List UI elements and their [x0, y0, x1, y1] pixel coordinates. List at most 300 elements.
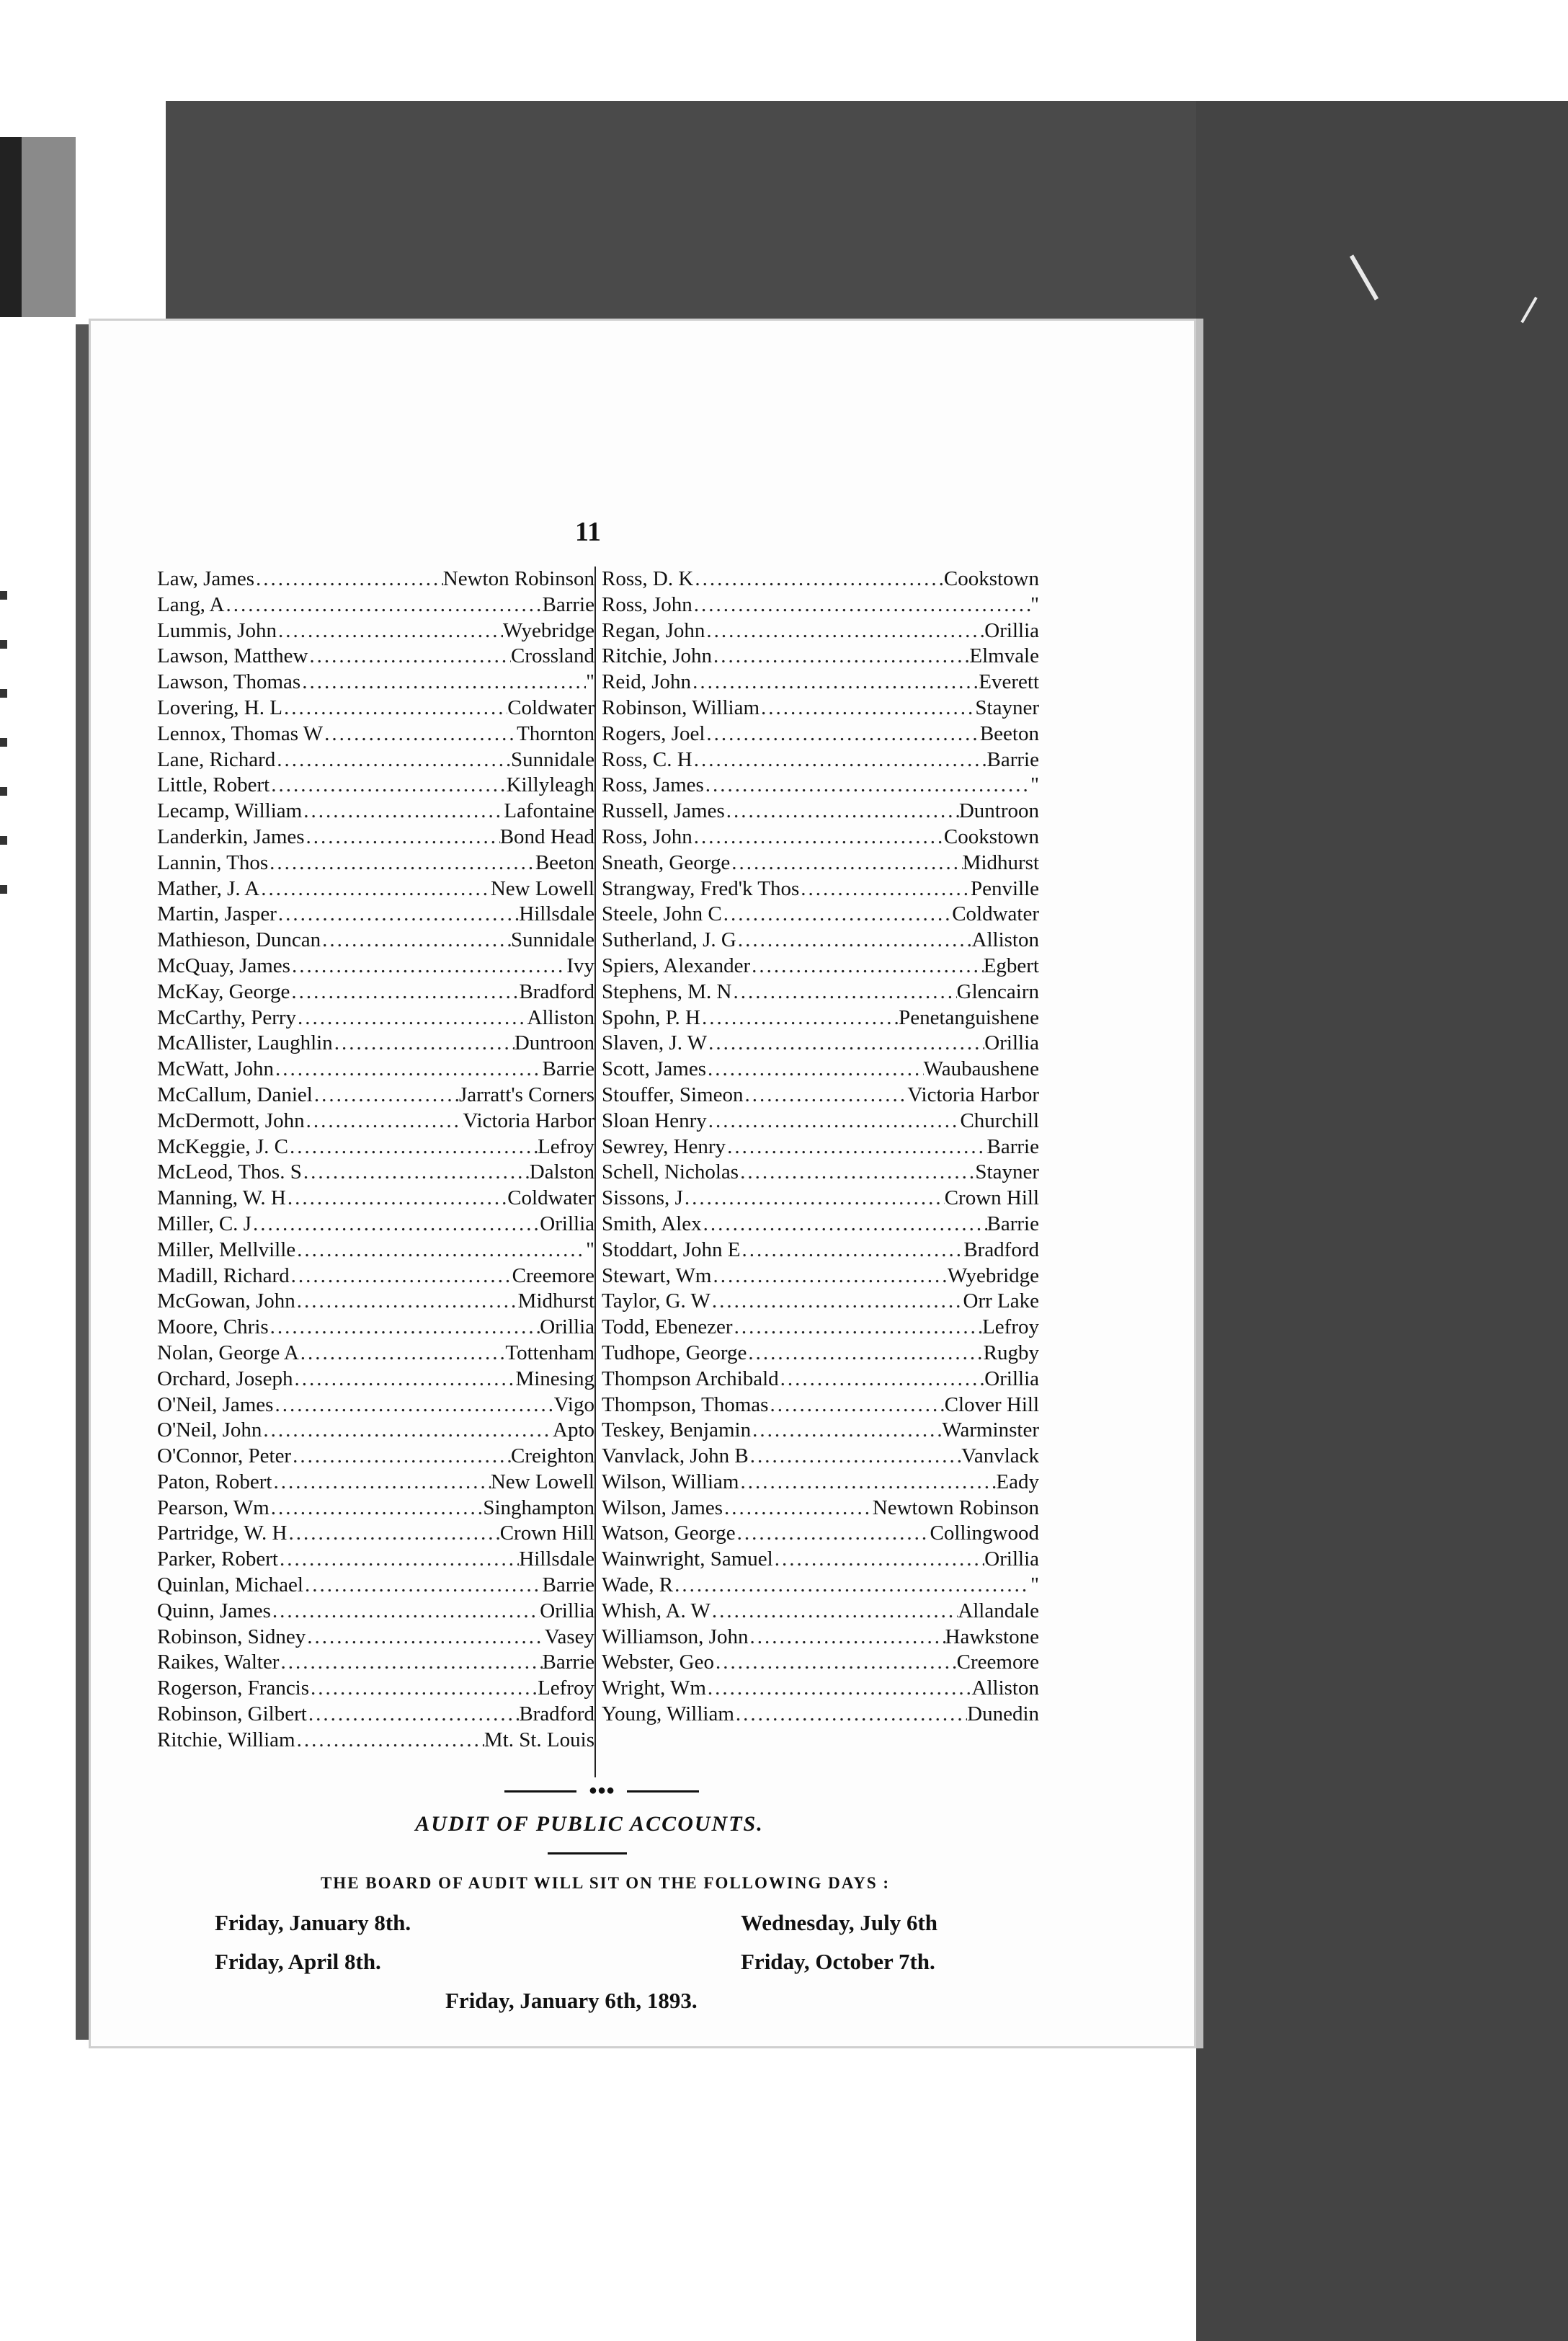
spine-gray-edge: [22, 137, 76, 317]
entry-place: Victoria Harbor: [907, 1083, 1039, 1106]
dot-leader: [309, 1676, 538, 1702]
entry-name: Russell, James: [602, 799, 725, 823]
list-item: [157, 1573, 594, 1599]
entry-place: Churchill: [960, 1109, 1039, 1132]
entry-name: Webster, Geo: [602, 1651, 714, 1674]
dot-leader: [743, 1083, 907, 1109]
list-item: [602, 902, 1039, 928]
entry-place: Beeton: [979, 721, 1039, 745]
entry-place: Collingwood: [930, 1522, 1039, 1545]
entry-name: Manning, W. H: [157, 1186, 286, 1210]
entry-place: New Lowell: [490, 876, 594, 900]
dot-leader: [750, 954, 984, 980]
entry-name: Sissons, J: [602, 1186, 683, 1210]
dot-leader: [722, 902, 952, 928]
entry-name: Lawson, Matthew: [157, 644, 308, 668]
audit-heading: AUDIT OF PUBLIC ACCOUNTS.: [415, 1812, 764, 1836]
entry-name: Scott, James: [602, 1057, 706, 1081]
dot-leader: [321, 928, 511, 954]
list-item: [157, 592, 594, 618]
list-item: [602, 1599, 1039, 1625]
dot-leader: [278, 1547, 519, 1573]
entry-name: Sewrey, Henry: [602, 1134, 726, 1158]
entry-name: Paton, Robert: [157, 1470, 272, 1493]
entry-place: Orillia: [540, 1599, 594, 1622]
dot-leader: [302, 1160, 530, 1186]
entry-name: Ross, John: [602, 825, 692, 848]
dot-leader: [673, 1573, 1030, 1599]
entry-name: Lennox, Thomas W: [157, 721, 324, 745]
entry-place: Sunnidale: [511, 928, 594, 952]
list-item: [157, 1470, 594, 1496]
entry-name: O'Neil, John: [157, 1418, 262, 1442]
entry-place: Duntroon: [514, 1031, 594, 1055]
dot-leader: [733, 1315, 983, 1341]
list-item: [602, 1005, 1039, 1031]
entry-place: ": [586, 1238, 594, 1261]
audit-date: Friday, April 8th.: [215, 1949, 381, 1974]
entry-place: Vasey: [544, 1625, 594, 1648]
entry-name: Wright, Wm: [602, 1676, 706, 1700]
entry-name: Wilson, William: [602, 1470, 739, 1493]
list-item: [157, 670, 594, 696]
entry-place: Midhurst: [517, 1289, 594, 1313]
list-item: [602, 1521, 1039, 1547]
dot-leader: [287, 1521, 499, 1547]
list-item: [157, 1676, 594, 1702]
list-item: [157, 1263, 594, 1289]
dot-leader: [704, 773, 1030, 799]
entry-place: New Lowell: [490, 1470, 594, 1493]
dot-leader: [691, 670, 979, 696]
dot-leader: [259, 876, 491, 902]
list-item: [157, 1650, 594, 1676]
entry-name: Regan, John: [602, 618, 705, 642]
list-item: [602, 618, 1039, 644]
entry-place: Glencairn: [956, 980, 1039, 1003]
list-item: [157, 1083, 594, 1109]
entry-place: Duntroon: [958, 799, 1039, 823]
list-item: [602, 876, 1039, 902]
entry-name: Sloan Henry: [602, 1109, 707, 1132]
entry-place: Lefroy: [538, 1676, 594, 1700]
entry-name: Stouffer, Simeon: [602, 1083, 744, 1106]
entry-place: Apto: [553, 1418, 594, 1442]
top-white-margin: [0, 0, 1568, 101]
list-item: [602, 1134, 1039, 1160]
entry-name: Rogerson, Francis: [157, 1676, 310, 1700]
entry-name: Reid, John: [602, 670, 692, 694]
entry-place: Bradford: [963, 1238, 1039, 1261]
entry-place: Barrie: [986, 1212, 1039, 1235]
dot-leader: [295, 1238, 586, 1263]
dot-leader: [286, 1186, 507, 1212]
dot-leader: [290, 980, 519, 1005]
list-item: [602, 592, 1039, 618]
entry-name: McGowan, John: [157, 1289, 295, 1313]
entry-place: Hillsdale: [519, 902, 594, 926]
entry-place: Orillia: [984, 1031, 1039, 1055]
list-item: [602, 670, 1039, 696]
dot-leader: [279, 1650, 542, 1676]
list-item: [602, 1109, 1039, 1134]
list-item: [157, 1057, 594, 1083]
page-number: 11: [575, 517, 601, 547]
dot-leader: [706, 1676, 972, 1702]
entry-name: Parker, Robert: [157, 1547, 278, 1571]
entry-place: Bond Head: [499, 825, 594, 848]
list-item: [602, 773, 1039, 799]
list-item: [602, 721, 1039, 747]
entry-place: Barrie: [542, 1057, 594, 1081]
entry-name: Tudhope, George: [602, 1341, 747, 1364]
entry-place: Creemore: [512, 1263, 594, 1287]
previous-page-edge: [76, 324, 89, 2040]
entry-name: Stoddart, John E: [602, 1238, 741, 1261]
dot-leader: [712, 644, 969, 670]
entry-place: Bradford: [519, 980, 594, 1003]
entry-place: Penville: [970, 876, 1039, 900]
entry-name: Sneath, George: [602, 850, 731, 874]
entry-place: Hawkstone: [945, 1625, 1039, 1648]
entry-name: Quinlan, Michael: [157, 1573, 303, 1597]
entry-place: Orillia: [540, 1212, 594, 1235]
entry-place: Eady: [996, 1470, 1039, 1493]
entry-name: Whish, A. W: [602, 1599, 710, 1622]
entry-name: Schell, Nicholas: [602, 1160, 739, 1184]
entry-place: Thornton: [517, 721, 594, 745]
entry-place: Alliston: [971, 1676, 1039, 1700]
list-item: [602, 1418, 1039, 1444]
entry-place: Orillia: [984, 1367, 1039, 1390]
dot-leader: [726, 1134, 986, 1160]
entry-place: Stayner: [975, 1160, 1039, 1184]
dot-leader: [303, 1573, 543, 1599]
dot-leader: [308, 644, 511, 670]
dot-leader: [313, 1083, 459, 1109]
list-item: [602, 644, 1039, 670]
entry-name: Smith, Alex: [602, 1212, 702, 1235]
list-item: [602, 1238, 1039, 1263]
list-item: [157, 825, 594, 850]
list-item: [602, 1186, 1039, 1212]
list-item: [157, 1134, 594, 1160]
entry-place: Lefroy: [538, 1134, 594, 1158]
dot-leader: [254, 567, 443, 592]
list-item: [157, 1625, 594, 1651]
entry-place: Elmvale: [969, 644, 1039, 668]
list-item: [602, 747, 1039, 773]
entry-name: Rogers, Joel: [602, 721, 705, 745]
entry-place: Killyleagh: [506, 773, 594, 797]
dot-leader: [274, 1057, 543, 1083]
dot-leader: [692, 592, 1030, 618]
list-item: [157, 902, 594, 928]
list-item: [157, 1005, 594, 1031]
list-item: [157, 1160, 594, 1186]
entry-place: Barrie: [542, 1573, 594, 1597]
list-item: [157, 1289, 594, 1315]
right-column: [594, 567, 1039, 1777]
entry-name: McKeggie, J. C: [157, 1134, 289, 1158]
list-item: [157, 773, 594, 799]
entry-place: ": [1030, 592, 1039, 616]
dot-leader: [268, 850, 535, 876]
dot-leader: [277, 902, 519, 928]
board-notice: THE BOARD OF AUDIT WILL SIT ON THE FOLLOWING DAYS :: [320, 1874, 891, 1892]
dot-leader: [749, 1444, 961, 1470]
dot-leader: [305, 1109, 463, 1134]
entry-place: Creighton: [511, 1444, 594, 1468]
dot-leader: [712, 1263, 948, 1289]
list-item: [602, 1676, 1039, 1702]
left-column: [157, 567, 594, 1754]
list-item: [157, 1341, 594, 1367]
dot-leader: [271, 1599, 540, 1625]
entry-place: Vanvlack: [961, 1444, 1039, 1468]
entry-name: Mather, J. A: [157, 876, 260, 900]
entry-name: Raikes, Walter: [157, 1651, 280, 1674]
entry-place: Barrie: [986, 747, 1039, 771]
entry-name: Steele, John C: [602, 902, 722, 926]
dot-leader: [731, 980, 956, 1005]
list-item: [157, 1367, 594, 1392]
entry-place: Orillia: [984, 1547, 1039, 1571]
entry-place: Coldwater: [952, 902, 1039, 926]
entry-name: Strangway, Fred'k Thos: [602, 876, 800, 900]
entry-name: Vanvlack, John B: [602, 1444, 749, 1468]
list-item: [602, 1392, 1039, 1418]
dot-leader: [736, 928, 972, 954]
dot-leader: [710, 1599, 958, 1625]
audit-date: Friday, January 8th.: [215, 1910, 411, 1935]
dot-leader: [734, 1702, 967, 1728]
dot-leader: [768, 1392, 944, 1418]
list-item: [602, 1289, 1039, 1315]
dot-leader: [705, 721, 979, 747]
entry-place: Sunnidale: [511, 747, 594, 771]
entry-place: Minesing: [515, 1367, 594, 1390]
dot-leader: [739, 1160, 975, 1186]
entry-place: Cookstown: [943, 567, 1039, 590]
entry-name: Watson, George: [602, 1522, 736, 1545]
list-item: [602, 825, 1039, 850]
list-item: [157, 850, 594, 876]
entry-name: Wilson, James: [602, 1496, 723, 1519]
entry-name: O'Neil, James: [157, 1392, 274, 1416]
entry-place: Ivy: [566, 954, 594, 977]
dot-leader: [277, 618, 503, 644]
entry-place: Orillia: [984, 618, 1039, 642]
entry-place: Warminster: [942, 1418, 1039, 1442]
entry-place: Barrie: [542, 1651, 594, 1674]
entry-place: Dalston: [529, 1160, 594, 1184]
entry-place: Hillsdale: [519, 1547, 594, 1571]
dot-leader: [725, 799, 959, 825]
dot-leader: [288, 1134, 538, 1160]
entry-place: Egbert: [983, 954, 1039, 977]
dot-leader: [307, 1702, 519, 1728]
entry-place: Penetanguishene: [899, 1005, 1039, 1029]
entry-name: O'Connor, Peter: [157, 1444, 292, 1468]
entry-place: Barrie: [542, 592, 594, 616]
list-item: [157, 644, 594, 670]
list-item: [157, 1418, 594, 1444]
list-item: [157, 1444, 594, 1470]
list-item: [602, 954, 1039, 980]
entry-place: ": [1030, 773, 1039, 797]
entry-name: Robinson, Sidney: [157, 1625, 306, 1648]
list-item: [157, 618, 594, 644]
entry-place: Barrie: [986, 1134, 1039, 1158]
dot-leader: [692, 747, 987, 773]
list-item: [602, 1160, 1039, 1186]
dot-leader: [273, 1392, 553, 1418]
list-item: [602, 1031, 1039, 1057]
entry-place: Everett: [979, 670, 1039, 694]
entry-place: Wyebridge: [502, 618, 594, 642]
entry-name: Thompson, Thomas: [602, 1392, 769, 1416]
entry-name: Ritchie, John: [602, 644, 713, 668]
entry-place: Singhampton: [483, 1496, 594, 1519]
entry-name: Little, Robert: [157, 773, 270, 797]
entry-place: Waubaushene: [923, 1057, 1039, 1081]
entry-name: McLeod, Thos. S: [157, 1160, 302, 1184]
entry-place: Bradford: [519, 1702, 594, 1726]
dot-leader: [747, 1341, 983, 1367]
entry-name: Lane, Richard: [157, 747, 276, 771]
dot-leader: [275, 747, 511, 773]
dot-leader: [291, 1444, 511, 1470]
audit-heading-underline: [548, 1852, 627, 1854]
list-item: [602, 1625, 1039, 1651]
entry-place: Wyebridge: [947, 1263, 1039, 1287]
entry-name: Martin, Jasper: [157, 902, 277, 926]
entry-name: Lawson, Thomas: [157, 670, 301, 694]
dot-leader: [270, 773, 506, 799]
dot-leader: [333, 1031, 514, 1057]
dot-leader: [779, 1367, 985, 1392]
list-item: [602, 980, 1039, 1005]
audit-date: Friday, October 7th.: [741, 1949, 935, 1974]
dot-leader: [710, 1289, 963, 1315]
entry-name: McCarthy, Perry: [157, 1005, 297, 1029]
entry-name: McWatt, John: [157, 1057, 274, 1081]
list-item: [602, 1573, 1039, 1599]
list-item: [157, 1599, 594, 1625]
list-item: [602, 799, 1039, 825]
list-item: [157, 1315, 594, 1341]
entry-name: Ross, C. H: [602, 747, 692, 771]
entry-name: Landerkin, James: [157, 825, 305, 848]
dot-leader: [773, 1547, 985, 1573]
entry-name: Pearson, Wm: [157, 1496, 270, 1519]
list-item: [157, 1186, 594, 1212]
entry-name: Lang, A: [157, 592, 225, 616]
list-item: [157, 747, 594, 773]
dot-leader: [700, 1005, 899, 1031]
entry-name: Slaven, J. W: [602, 1031, 708, 1055]
entry-place: Alliston: [527, 1005, 594, 1029]
entry-name: McCallum, Daniel: [157, 1083, 313, 1106]
list-item: [602, 928, 1039, 954]
dot-leader: [748, 1625, 945, 1651]
entry-name: Sutherland, J. G: [602, 928, 736, 952]
entry-name: Nolan, George A: [157, 1341, 299, 1364]
entry-place: Jarratt's Corners: [458, 1083, 594, 1106]
list-item: [602, 1341, 1039, 1367]
entry-place: ": [586, 670, 594, 694]
dot-leader: [736, 1521, 930, 1547]
dot-leader: [723, 1496, 873, 1522]
previous-page-marks: [0, 591, 12, 937]
entry-name: Wainwright, Samuel: [602, 1547, 773, 1571]
entry-name: Ross, D. K: [602, 567, 694, 590]
dot-leader: [706, 1057, 924, 1083]
dot-leader: [262, 1418, 553, 1444]
entry-name: Stephens, M. N: [602, 980, 732, 1003]
list-item: [157, 1109, 594, 1134]
dot-leader: [300, 670, 586, 696]
list-item: [602, 1650, 1039, 1676]
entry-name: Ross, James: [602, 773, 704, 797]
entry-name: McAllister, Laughlin: [157, 1031, 333, 1055]
list-item: [157, 1521, 594, 1547]
entry-name: Lannin, Thos: [157, 850, 269, 874]
entry-name: Ritchie, William: [157, 1728, 295, 1751]
audit-date: Friday, January 6th, 1893.: [445, 1988, 698, 2013]
dot-leader: [760, 696, 975, 721]
entry-place: Newton Robinson: [442, 567, 594, 590]
entry-place: Allandale: [958, 1599, 1039, 1622]
dot-leader: [693, 567, 944, 592]
dot-leader: [305, 825, 500, 850]
list-item: [157, 980, 594, 1005]
list-item: [602, 1702, 1039, 1728]
entry-place: Creemore: [956, 1651, 1039, 1674]
entry-place: Lafontaine: [504, 799, 594, 823]
entry-name: Spiers, Alexander: [602, 954, 751, 977]
list-item: [602, 696, 1039, 721]
entry-name: Todd, Ebenezer: [602, 1315, 733, 1339]
list-item: [602, 1444, 1039, 1470]
list-item: [602, 1367, 1039, 1392]
entry-name: McKay, George: [157, 980, 290, 1003]
entry-place: Coldwater: [507, 696, 594, 719]
entry-place: Vigo: [553, 1392, 594, 1416]
dot-leader: [692, 825, 944, 850]
dot-leader: [730, 850, 962, 876]
entry-name: Lummis, John: [157, 618, 277, 642]
entry-name: Taylor, G. W: [602, 1289, 710, 1313]
dot-leader: [295, 1289, 518, 1315]
entry-place: Stayner: [975, 696, 1039, 719]
list-item: [157, 876, 594, 902]
entry-name: Law, James: [157, 567, 255, 590]
entry-place: Rugby: [983, 1341, 1039, 1364]
entry-name: Williamson, John: [602, 1625, 749, 1648]
entry-name: McQuay, James: [157, 954, 290, 977]
list-item: [157, 696, 594, 721]
entry-name: Teskey, Benjamin: [602, 1418, 752, 1442]
list-item: [602, 1212, 1039, 1238]
list-item: [157, 1031, 594, 1057]
dot-leader: [251, 1212, 540, 1238]
dot-leader: [799, 876, 971, 902]
dot-leader: [269, 1315, 540, 1341]
dot-leader: [295, 1728, 484, 1754]
entry-place: Mt. St. Louis: [484, 1728, 594, 1751]
